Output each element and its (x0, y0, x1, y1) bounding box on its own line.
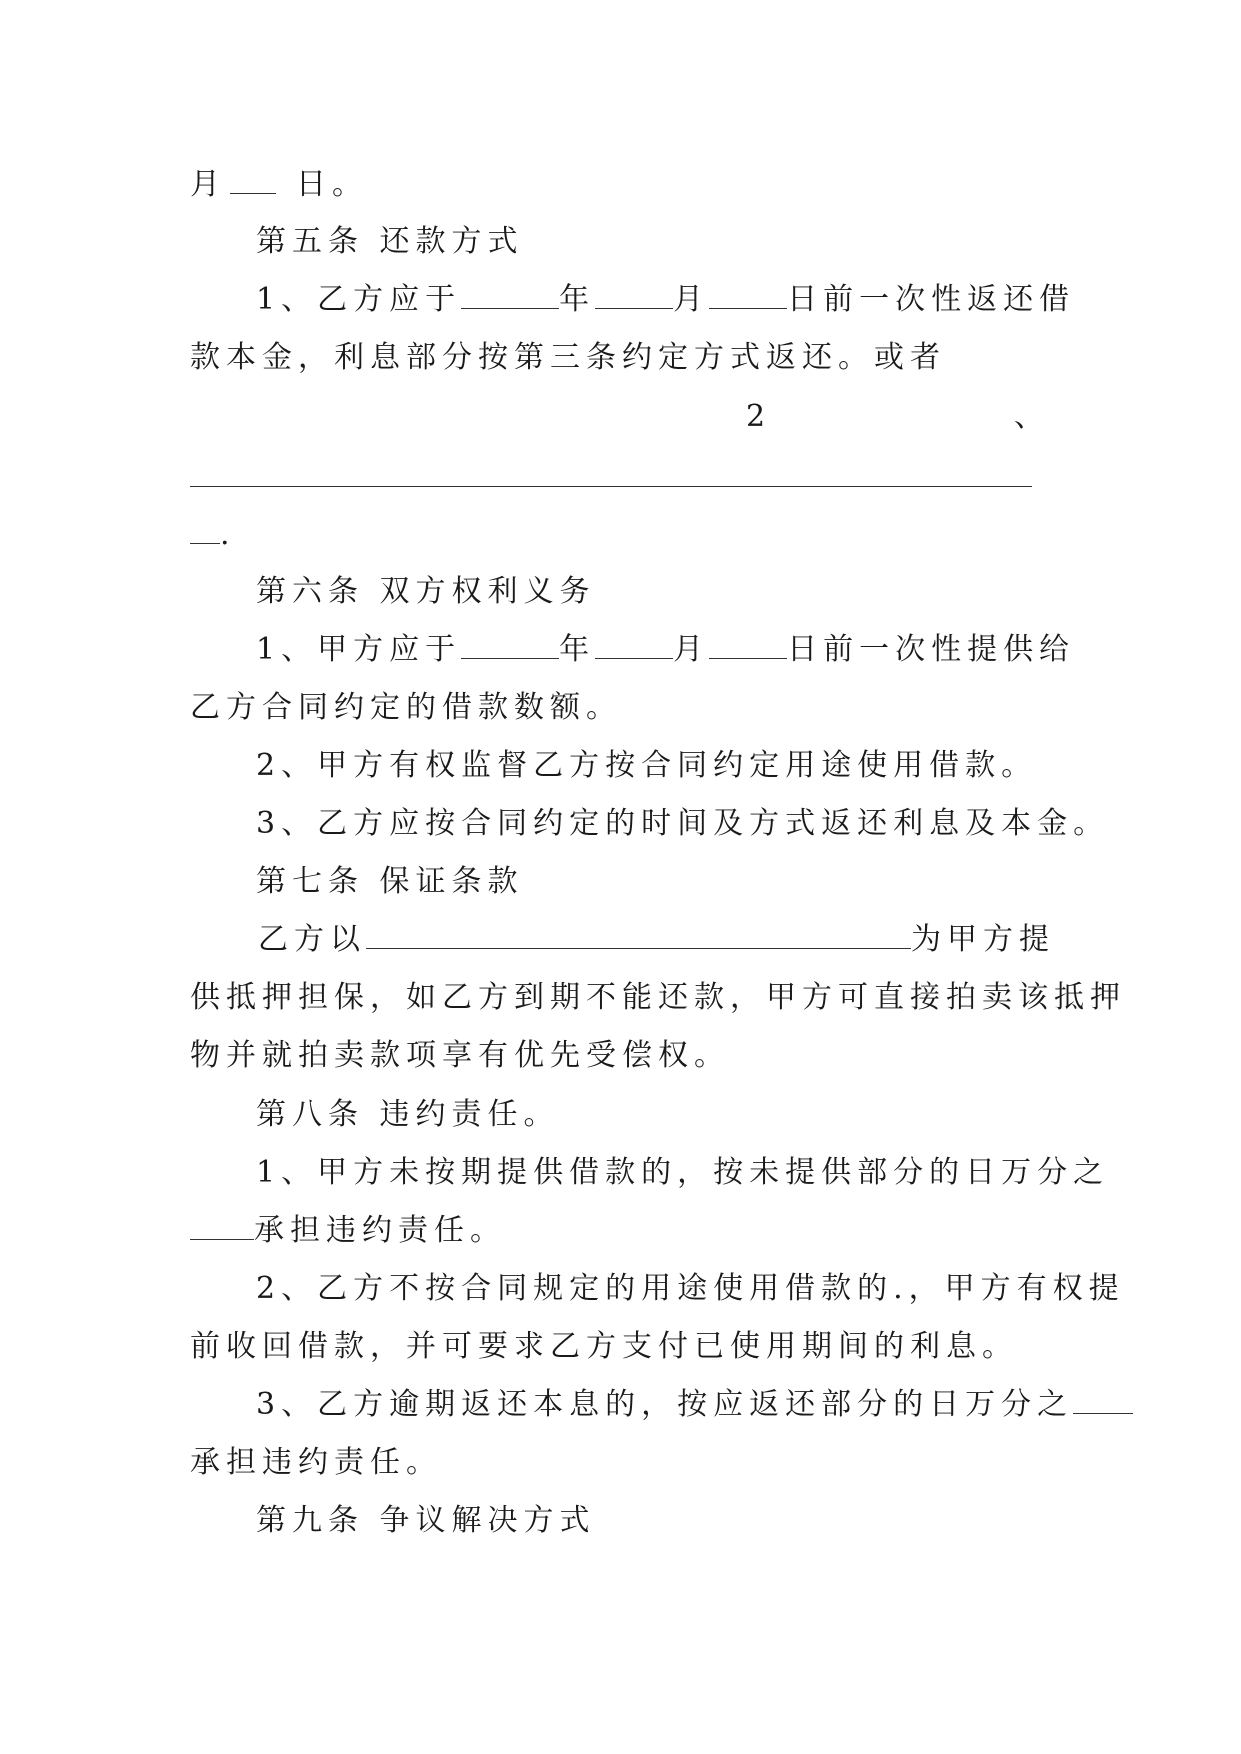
article-8-clause-2-cont: 前收回借款，并可要求乙方支付已使用期间的利息。 (190, 1329, 1018, 1364)
blank-year (461, 630, 559, 659)
article-8-clause-1: 1、甲方未按期提供借款的，按未提供部分的日万分之 (256, 1155, 1110, 1190)
line-date-end: 月 日。 (190, 167, 368, 202)
blank-field (230, 165, 276, 194)
article-6-clause-1: 1、甲方应于 年 月 日前一次性提供给 (256, 632, 1076, 667)
enumeration-mark: 、 (1014, 399, 1050, 434)
article-9-title: 第九条 争议解决方式 (256, 1503, 596, 1538)
article-6-title: 第六条 双方权利义务 (256, 574, 596, 609)
blank-line-long (190, 486, 1032, 487)
article-7-clause: 乙方以 为甲方提 (258, 922, 1055, 957)
article-8-clause-3: 3、乙方逾期返还本息的，按应返还部分的日万分之 (256, 1385, 1133, 1425)
blank-year (461, 280, 559, 309)
article-7-title: 第七条 保证条款 (256, 864, 524, 899)
article-5-title: 第五条 还款方式 (256, 224, 524, 259)
blank-rate (1073, 1385, 1133, 1414)
article-6-clause-2: 2、甲方有权监督乙方按合同约定用途使用借款。 (256, 748, 1038, 783)
blank-collateral (366, 920, 911, 949)
article-5-clause-1-cont: 款本金，利息部分按第三条约定方式返还。或者 (190, 340, 946, 375)
article-8-title: 第八条 违约责任。 (256, 1097, 560, 1132)
article-6-clause-3: 3、乙方应按合同约定的时间及方式返还利息及本金。 (256, 806, 1110, 841)
blank-month (595, 630, 673, 659)
blank-day (709, 630, 787, 659)
article-6-clause-1-cont: 乙方合同约定的借款数额。 (190, 690, 622, 725)
clause-number-2: 2 (746, 399, 772, 434)
article-7-cont-1: 供抵押担保，如乙方到期不能还款，甲方可直接拍卖该抵押 (190, 980, 1126, 1015)
blank-month (595, 280, 673, 309)
article-8-clause-2: 2、乙方不按合同规定的用途使用借款的.，甲方有权提 (256, 1271, 1125, 1306)
blank-day (709, 280, 787, 309)
article-5-clause-1: 1、乙方应于 年 月 日前一次性返还借 (256, 282, 1076, 317)
blank-rate (190, 1211, 254, 1240)
blank-field (190, 515, 220, 544)
article-8-clause-1-cont: 承担违约责任。 (190, 1211, 506, 1251)
article-7-cont-2: 物并就拍卖款项享有优先受偿权。 (190, 1038, 730, 1073)
blank-line-end: . (190, 515, 236, 555)
article-8-clause-3-cont: 承担违约责任。 (190, 1445, 442, 1480)
